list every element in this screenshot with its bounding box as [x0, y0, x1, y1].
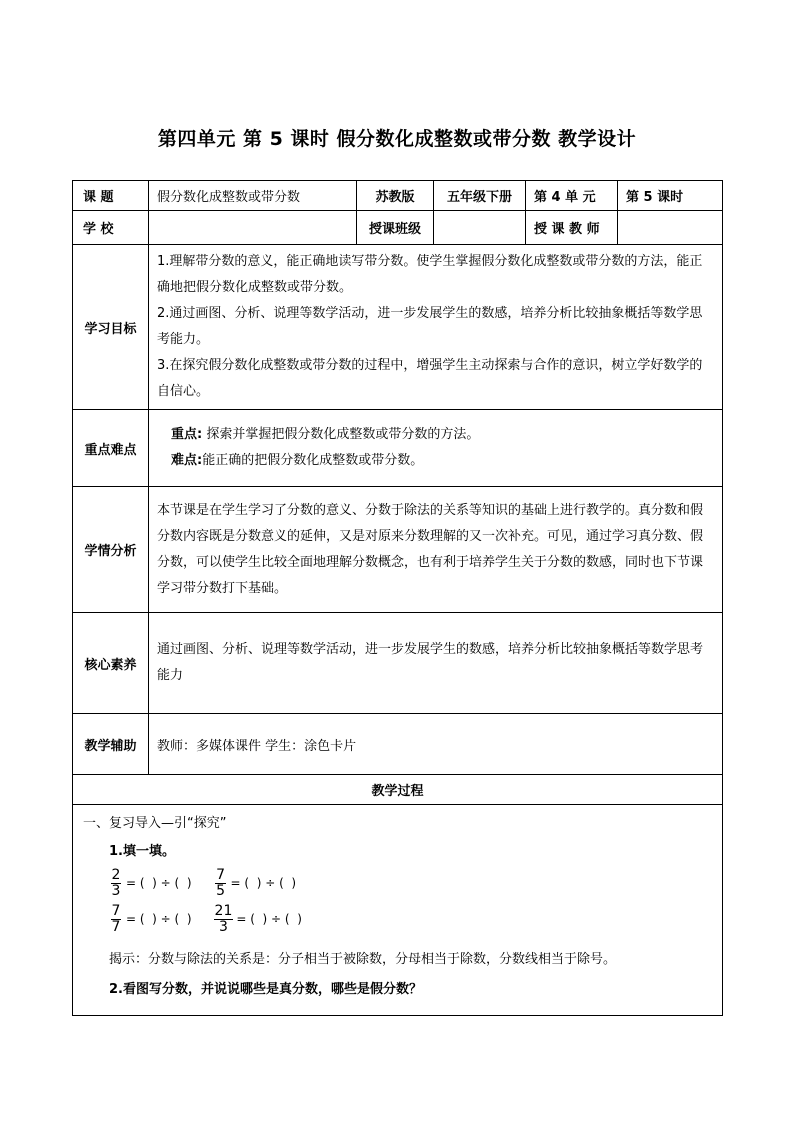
grade: 五年级下册 [434, 181, 526, 211]
process-heading-row [73, 775, 723, 805]
document-title: 第四单元 第 5 课时 假分数化成整数或带分数 教学设计 [157, 128, 637, 150]
difficult-point-text: 能正确的把假分数化成整数或带分数。 [202, 453, 424, 468]
process-content [73, 805, 723, 1016]
core-label: 核心素养 [73, 613, 149, 714]
school-label: 学 校 [73, 211, 149, 245]
objectives-label: 学习目标 [73, 245, 149, 410]
objectives-content [149, 245, 723, 410]
unit: 第 4 单 元 [526, 181, 618, 211]
key-point [171, 422, 714, 448]
topic-value: 假分数化成整数或带分数 [149, 181, 357, 211]
fraction-expression: = ( ) ÷ ( ) [236, 912, 302, 926]
analysis-label: 学情分析 [73, 487, 149, 613]
fraction-expression: = ( ) ÷ ( ) [126, 912, 192, 926]
objective-item: 1.理解带分数的意义，能正确地读写带分数。使学生掌握假分数化成整数或带分数的方法，能正确地把假分数化成整数或带分数。 [157, 254, 703, 295]
analysis-row [73, 487, 723, 613]
key-points-label: 重点难点 [73, 410, 149, 487]
task-1: 1.填一填。 [109, 844, 175, 859]
teacher-value [618, 211, 723, 245]
fraction-row [109, 865, 712, 901]
key-points-row [73, 410, 723, 487]
aids-row [73, 714, 723, 775]
lesson-number: 第 5 课时 [618, 181, 723, 211]
hint-text: 揭示：分数与除法的关系是：分子相当于被除数，分母相当于除数，分数线相当于除号。 [109, 952, 617, 967]
difficult-point-label: 难点: [171, 453, 203, 468]
class-label: 授课班级 [357, 211, 434, 245]
key-point-label: 重点: [171, 427, 203, 442]
key-point-text: 探索并掌握把假分数化成整数或带分数的方法。 [202, 427, 480, 442]
fraction: $\frac{7}{7}$ [111, 902, 121, 935]
fraction: $\frac{2}{3}$ [111, 866, 121, 899]
topic-label: 课 题 [73, 181, 149, 211]
section-title: 一、复习导入—引“探究” [83, 816, 227, 831]
lesson-plan-table [72, 180, 723, 1016]
objective-item: 3.在探究假分数化成整数或带分数的过程中，增强学生主动探索与合作的意识，树立学好数学的自信心。 [157, 358, 703, 399]
header-row-school [73, 211, 723, 245]
key-points-content [149, 410, 723, 487]
header-row-topic [73, 181, 723, 211]
core-row [73, 613, 723, 714]
process-row [73, 805, 723, 1016]
task-2: 2.看图写分数，并说说哪些是真分数，哪些是假分数？ [109, 982, 422, 997]
fraction: $\frac{7}{5}$ [216, 866, 225, 899]
fraction: $\frac{21}{3}$ [214, 902, 233, 935]
fraction-expression: = ( ) ÷ ( ) [126, 876, 192, 890]
analysis-text: 本节课是在学生学习了分数的意义、分数于除法的关系等知识的基础上进行教学的。真分数和假分数内容既是分数意义的延伸，又是对原来分数理解的又一次补充。可见，通过学习真分数、假分数，可以使学生比较全面地理解分数概念，也有利于培养学生关于分数的数感，同时也下节课学习带分数打下基础。 [149, 487, 723, 613]
aids-text: 教师：多媒体课件 学生：涂色卡片 [149, 714, 723, 775]
teacher-label: 授 课 教 师 [526, 211, 618, 245]
aids-label: 教学辅助 [73, 714, 149, 775]
class-value [434, 211, 526, 245]
core-text: 通过画图、分析、说理等数学活动，进一步发展学生的数感，培养分析比较抽象概括等数学思考能力 [149, 613, 723, 714]
objective-item: 2.通过画图、分析、说理等数学活动，进一步发展学生的数感，培养分析比较抽象概括等数学思考能力。 [157, 306, 703, 347]
difficult-point [171, 448, 714, 474]
publisher: 苏教版 [357, 181, 434, 211]
fraction-expression: = ( ) ÷ ( ) [230, 876, 297, 890]
school-value [149, 211, 357, 245]
objectives-row [73, 245, 723, 410]
fraction-row [109, 901, 712, 937]
process-heading: 教学过程 [73, 775, 723, 805]
